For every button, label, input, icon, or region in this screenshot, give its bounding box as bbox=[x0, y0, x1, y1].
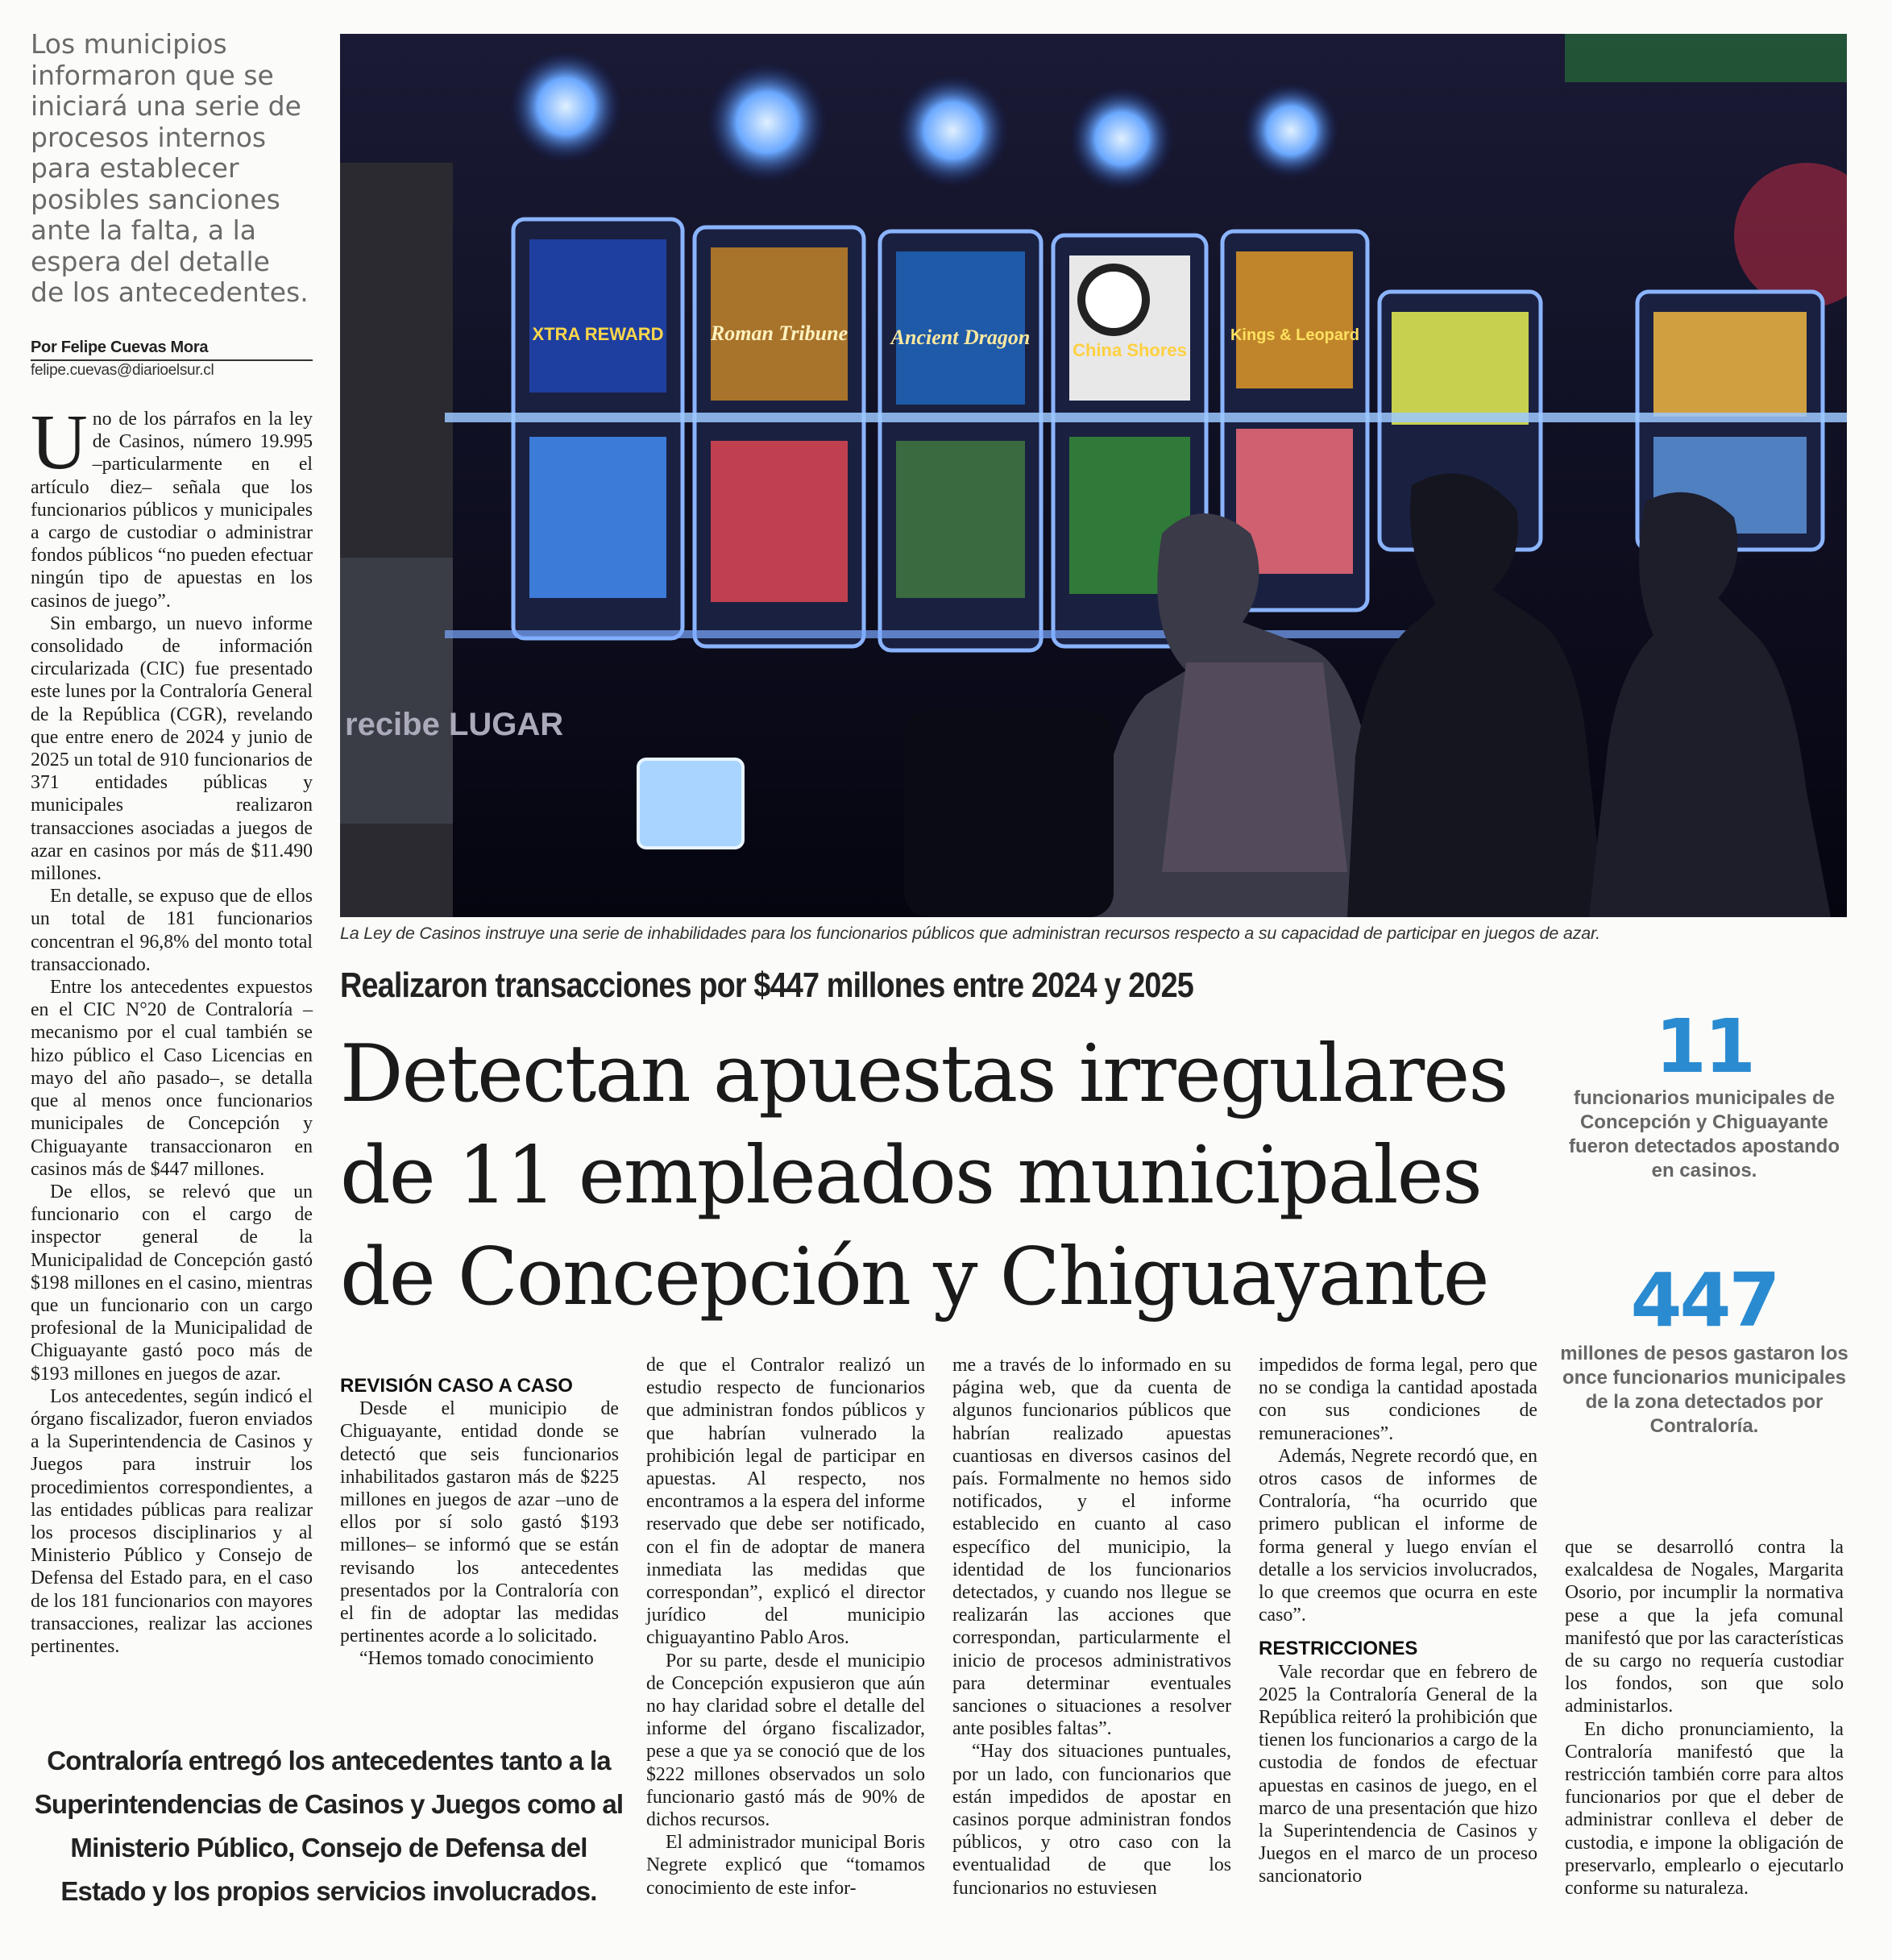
paragraph: de que el Contralor realizó un estudio respecto de funcionarios que administran fondos públicos y que habrían vulnerado la prohibición legal de participar en apuestas. Al respecto, nos encontramos a la espera del informe reservado que debe ser notificado, con el fin de adoptar de manera inmediata las medidas que correspondan”, explicó el director jurídico del municipio chiguayantino Pablo Aros. bbox=[646, 1355, 925, 1649]
paragraph: “Hemos tomado conocimiento bbox=[359, 1648, 594, 1670]
author-email[interactable]: felipe.cuevas@diarioelsur.cl bbox=[31, 362, 214, 379]
paragraph: Por su parte, desde el municipio de Concepción expusieron que aún no hay claridad sobre el detalle del informe del órgano fiscalizador, pese a que ya se conoció que de los $222 millones observados un solo funcionario gastó más de 90% de dichos recursos. bbox=[646, 1650, 925, 1831]
casino-slot-machines-image bbox=[340, 34, 1847, 917]
pull-quote: Contraloría entregó los antecedentes tanto a la Superintendencias de Casinos y Juegos como al Ministerio Público, Consejo de Defensa del Estado y los propios servicios involucrados. bbox=[34, 1746, 624, 1906]
machine-label: China Shores bbox=[1073, 340, 1187, 360]
article-column-2 bbox=[340, 1375, 619, 1671]
article-column-1 bbox=[31, 399, 313, 1658]
article-column-4 bbox=[952, 1354, 1231, 1900]
paragraph: Vale recordar que en febrero de 2025 la Contraloría General de la República reiteró la prohibición que tienen los funcionarios a cargo de la custodia de fondos de efectuar apuestas en casinos de juego, en el marco de una presentación que hizo la Superintendencia de Casinos y Juegos en el marco de un proceso sancionatorio bbox=[1259, 1661, 1537, 1887]
article-column-5 bbox=[1259, 1354, 1537, 1888]
paragraph: impedidos de forma legal, pero que no se condiga la cantidad apostada con sus condiciones de remuneraciones”. bbox=[1259, 1355, 1537, 1444]
headline-kicker: Realizaron transacciones por $447 millones entre 2024 y 2025 bbox=[340, 965, 1193, 1005]
paragraph: En detalle, se expuso que de ellos un total de 181 funcionarios concentran el 96,8% del monto total transaccionado. bbox=[31, 886, 313, 975]
paragraph: Los antecedentes, según indicó el órgano fiscalizador, fueron enviados a la Superintendencia de Casinos y Juegos para instruir los procedimientos correspondientes, a las entidades públicas para realizar los procesos disciplinarios y al Ministerio Público y Consejo de Defensa del Estado para, en el caso de los 181 funcionarios con mayores transacciones, realizar las acciones pertinentes. bbox=[31, 1385, 313, 1657]
photo-caption: La Ley de Casinos instruye una serie de inhabilidades para los funcionarios públicos que administran recursos respecto a su capacidad de participar en juegos de azar. bbox=[340, 924, 1600, 943]
paragraph: De ellos, se relevó que un funcionario con el cargo de inspector general de la Municipalidad de Concepción gastó $198 millones en el casino, mientras que un funcionario con un cargo profesional de la Municipalidad de Chiguayante gastó poco más de $193 millones en juegos de azar. bbox=[31, 1181, 313, 1385]
casino-photo bbox=[340, 34, 1847, 917]
paragraph: me a través de lo informado en su página web, que da cuenta de algunos funcionarios públicos que habrían realizado apuestas cuantiosas en diversos casinos del país. Formalmente no hemos sido notificados, y el informe establecido en cuanto al caso específico del municipio, la identidad de los funcionarios detectados, y cuando nos llegue se realizarán las acciones que correspondan, particularmente el inicio de procesos administrativos para determinar eventuales sanciones o situaciones a resolver ante posibles faltas”. bbox=[952, 1355, 1231, 1740]
paragraph: Sin embargo, un nuevo informe consolidado de información circularizada (CIC) fue presentado este lunes por la Contraloría General de la República (CGR), revelando que entre enero de 2024 y junio de 2025 un total de 910 funcionarios de 371 entidades públicas y municipales realizaron transacciones asociadas a juegos de azar en casinos por más de $11.490 millones. bbox=[31, 612, 313, 885]
sign-text: recibe LUGAR bbox=[345, 707, 564, 742]
article-column-3 bbox=[646, 1354, 925, 1900]
machine-label: Roman Tribune bbox=[710, 322, 848, 345]
article-column-6 bbox=[1565, 1536, 1844, 1900]
paragraph: Entre los antecedentes expuestos en el CIC N°20 de Contraloría –mecanismo por el cual también se hizo público el Caso Licencias en mayo del año pasado–, se detalla que al menos once funcionarios municipales de Concepción y Chiguayante transaccionaron en casinos más de $447 millones. bbox=[31, 977, 313, 1180]
headline: Detectan apuestas irregulares de 11 empleados municipales de Concepción y Chiguayante bbox=[340, 1028, 1508, 1323]
section-subhead: RESTRICCIONES bbox=[1259, 1638, 1418, 1660]
section-subhead: REVISIÓN CASO A CASO bbox=[340, 1375, 573, 1397]
gamblers-silhouette bbox=[1065, 473, 1831, 917]
paragraph: “Hay dos situaciones puntuales, por un lado, con funcionarios que están impedidos de apostar en casinos porque administran fondos públicos, y otro caso con la eventualidad de que los funcionarios no estuviesen bbox=[952, 1741, 1231, 1899]
machine-label: XTRA REWARD bbox=[532, 324, 664, 344]
machine-label: Ancient Dragon bbox=[890, 326, 1031, 349]
paragraph: Además, Negrete recordó que, en otros casos de informes de Contraloría, “ha ocurrido que primero publican el informe de forma general y luego envían el detalle a los servicios involucrados, lo que creemos que ocurra en este caso”. bbox=[1259, 1445, 1537, 1626]
stat-description: funcionarios municipales de Concepción y Chiguayante fueron detectados apostando en casinos. bbox=[1568, 1087, 1840, 1181]
paragraph: El administrador municipal Boris Negrete explicó que “tomamos conocimiento de este infor- bbox=[646, 1832, 925, 1899]
byline: Por Felipe Cuevas Mora bbox=[31, 338, 313, 361]
paragraph: En dicho pronunciamiento, la Contraloría manifestó que la restricción también corre para altos funcionarios por que el deber de administrar conlleva el deber de custodia, e impone la obligación de preservarlo, emplearlo o ejecutarlo conforme su naturaleza. bbox=[1565, 1718, 1844, 1900]
paragraph: que se desarrolló contra la exalcaldesa de Nogales, Margarita Osorio, por incumplir la normativa pese a que la jefa comunal manifestó que por las características de su cargo no requería custodiar los fondos, son que solo administarlos. bbox=[1565, 1537, 1844, 1717]
stat-number: 447 bbox=[1630, 1257, 1778, 1343]
paragraph: no de los párrafos en la ley de Casinos, número 19.995 –particularmente en el artículo diez– señala que los funcionarios públicos y municipales a cargo de custodiar o administrar fondos públicos “no pueden efectuar ningún tipo de apuestas en los casinos de juego”. bbox=[31, 409, 313, 612]
article-lead: Los municipios informaron que se iniciará una serie de procesos internos para establecer posibles sanciones ante la falta, a la espera del detalle de los antecedentes. bbox=[31, 28, 309, 308]
drop-cap: U bbox=[31, 399, 88, 486]
paragraph: Desde el municipio de Chiguayante, entidad donde se detectó que seis funcionarios inhabilitados gastaron más de $225 millones en juegos de azar –uno de ellos por sí solo gastó $193 millones– se informó que se están revisando los antecedentes presentados por la Contraloría con el fin de adoptar las medidas pertinentes acorde a lo solicitado. bbox=[340, 1398, 619, 1647]
stat-description: millones de pesos gastaron los once funcionarios municipales de la zona detectados por Contraloría. bbox=[1560, 1343, 1848, 1437]
machine-label: Kings & Leopard bbox=[1230, 326, 1360, 344]
stat-number: 11 bbox=[1654, 1003, 1754, 1090]
